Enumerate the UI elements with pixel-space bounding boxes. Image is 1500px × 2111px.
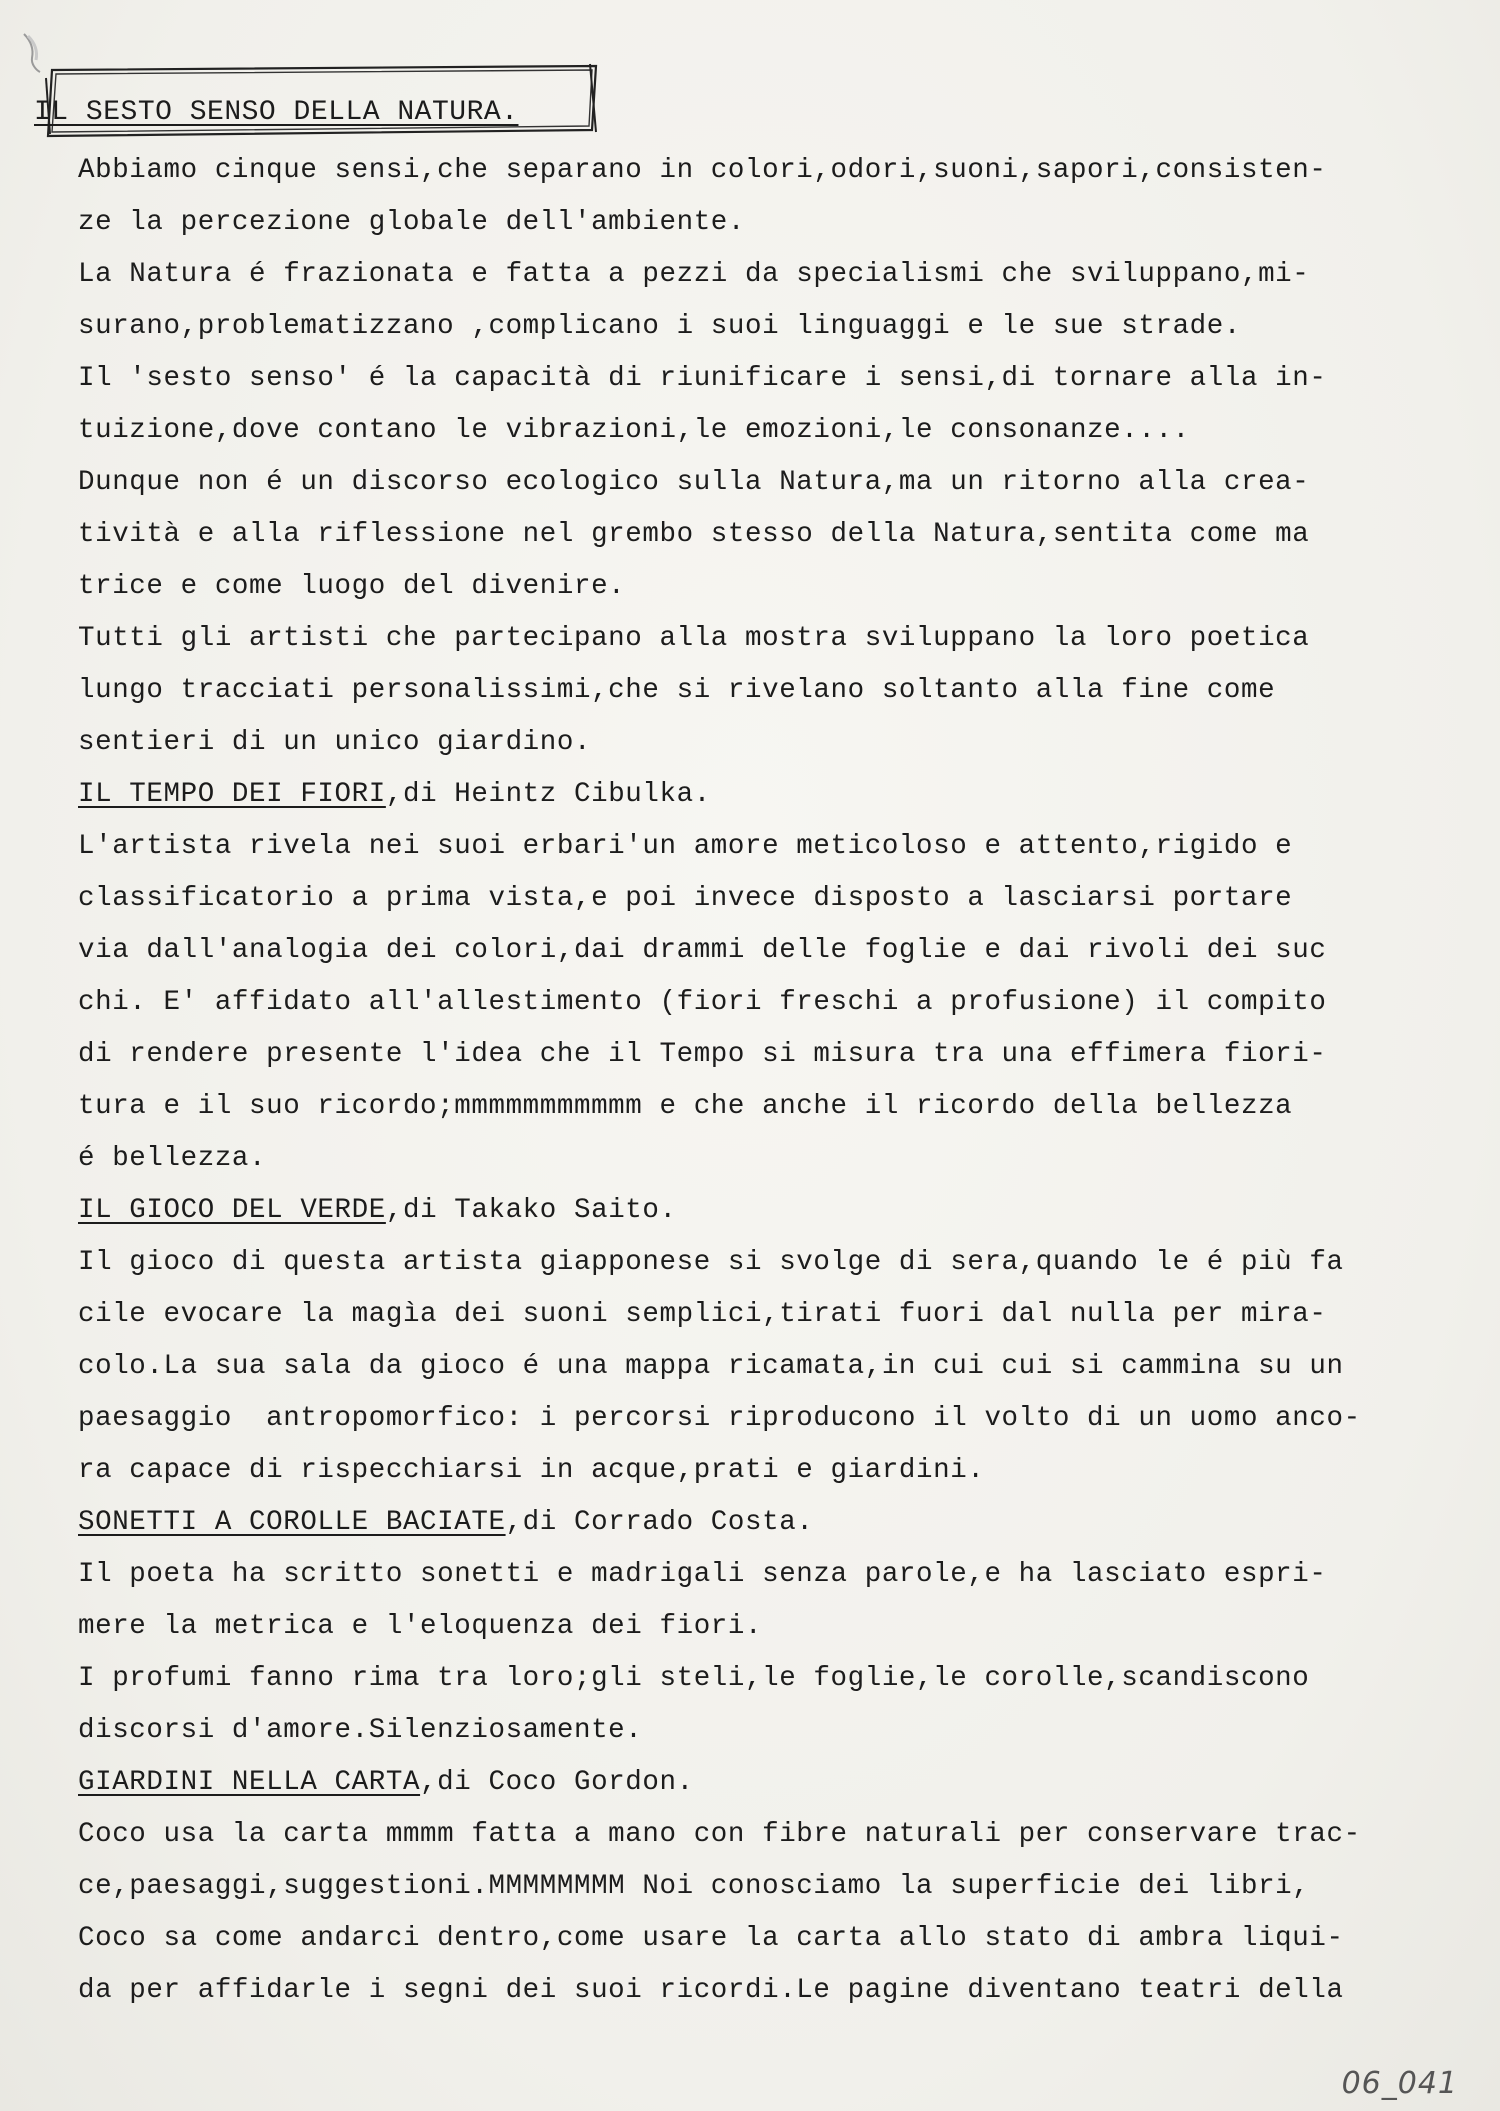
text-line: discorsi d'amore.Silenziosamente. (78, 1715, 643, 1746)
text-line: di rendere presente l'idea che il Tempo si misura tra una effimera fiori- (78, 1039, 1327, 1070)
text-line: Il 'sesto senso' é la capacità di riunificare i sensi,di tornare alla in- (78, 363, 1327, 394)
section-heading-author: ,di Takako Saito. (385, 1195, 677, 1226)
text-line: ce,paesaggi,suggestioni.MMMMMMMM Noi conosciamo la superficie dei libri, (78, 1871, 1310, 1902)
archive-number: 06_041 (1341, 2066, 1458, 2101)
section-heading-title: IL TEMPO DEI FIORI (78, 779, 386, 810)
section-heading-title: SONETTI A COROLLE BACIATE (78, 1507, 506, 1538)
text-line: lungo tracciati personalissimi,che si rivelano soltanto alla fine come (78, 675, 1276, 706)
text-line: Coco usa la carta mmmm fatta a mano con fibre naturali per conservare trac- (78, 1819, 1361, 1850)
section-heading-author: ,di Corrado Costa. (505, 1507, 814, 1538)
text-line: tuizione,dove contano le vibrazioni,le emozioni,le consonanze.... (78, 415, 1190, 446)
text-line: da per affidarle i segni dei suoi ricordi.Le pagine diventano teatri della (78, 1975, 1344, 2006)
text-line: tura e il suo ricordo;mmmmmmmmmmm e che anche il ricordo della bellezza (78, 1091, 1293, 1122)
section-heading-author: ,di Heintz Cibulka. (385, 779, 711, 810)
text-line: trice e come luogo del divenire. (78, 571, 626, 602)
text-line: La Natura é frazionata e fatta a pezzi da specialismi che sviluppano,mi- (78, 259, 1310, 290)
typed-text-body (78, 145, 1428, 2017)
text-line: Coco sa come andarci dentro,come usare la carta allo stato di ambra liqui- (78, 1923, 1344, 1954)
text-line: paesaggio antropomorfico: i percorsi riproducono il volto di un uomo anco- (78, 1403, 1361, 1434)
text-line: é bellezza. (78, 1143, 267, 1174)
text-line: chi. E' affidato all'allestimento (fiori freschi a profusione) il compito (78, 987, 1327, 1018)
text-line: tività e alla riflessione nel grembo stesso della Natura,sentita come ma (78, 519, 1310, 550)
section-heading-title: IL GIOCO DEL VERDE (78, 1195, 386, 1226)
section-heading (78, 1757, 1428, 1809)
section-heading (78, 769, 1428, 821)
text-line: Dunque non é un discorso ecologico sulla Natura,ma un ritorno alla crea- (78, 467, 1310, 498)
staple-mark (18, 30, 44, 76)
section-heading (78, 1497, 1428, 1549)
text-line: ze la percezione globale dell'ambiente. (78, 207, 746, 238)
text-line: classificatorio a prima vista,e poi invece disposto a lasciarsi portare (78, 883, 1293, 914)
section-heading (78, 1185, 1428, 1237)
text-line: via dall'analogia dei colori,dai drammi delle foglie e dai rivoli dei suc (78, 935, 1327, 966)
page-title: IL SESTO SENSO DELLA NATURA. (34, 97, 519, 128)
text-line: Il gioco di questa artista giapponese si svolge di sera,quando le é più fa (78, 1247, 1344, 1278)
text-line: sentieri di un unico giardino. (78, 727, 592, 758)
text-line: cile evocare la magìa dei suoni semplici,tirati fuori dal nulla per mira- (78, 1299, 1327, 1330)
text-line: Abbiamo cinque sensi,che separano in colori,odori,suoni,sapori,consisten- (78, 155, 1327, 186)
text-line: colo.La sua sala da gioco é una mappa ricamata,in cui cui si cammina su un (78, 1351, 1344, 1382)
text-line: L'artista rivela nei suoi erbari'un amore meticoloso e attento,rigido e (78, 831, 1293, 862)
section-heading-title: GIARDINI NELLA CARTA (78, 1767, 421, 1798)
text-line: surano,problematizzano ,complicano i suoi linguaggi e le sue strade. (78, 311, 1241, 342)
text-line: Il poeta ha scritto sonetti e madrigali senza parole,e ha lasciato espri- (78, 1559, 1327, 1590)
text-line: I profumi fanno rima tra loro;gli steli,le foglie,le corolle,scandiscono (78, 1663, 1310, 1694)
section-heading-author: ,di Coco Gordon. (420, 1767, 694, 1798)
text-line: Tutti gli artisti che partecipano alla mostra sviluppano la loro poetica (78, 623, 1310, 654)
text-line: ra capace di rispecchiarsi in acque,prati e giardini. (78, 1455, 985, 1486)
text-line: mere la metrica e l'eloquenza dei fiori. (78, 1611, 763, 1642)
